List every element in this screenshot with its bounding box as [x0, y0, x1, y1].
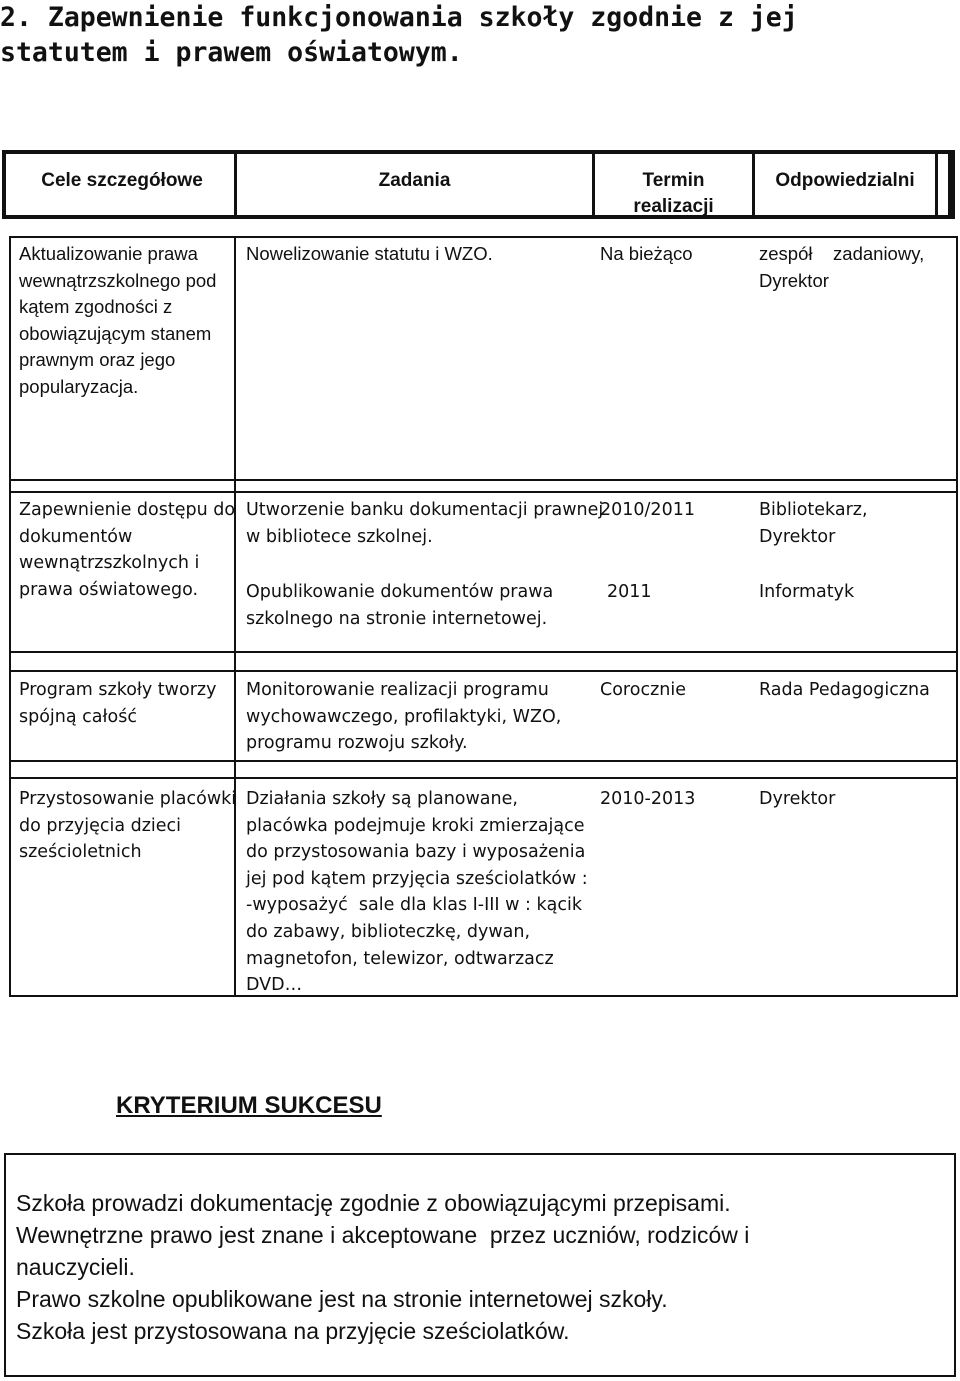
kryterium-text: Szkoła prowadzi dokumentację zgodnie z obowiązującymi przepisami. Wewnętrzne prawo jest znane i akceptowane przez uczniów, rodziców i nauczycieli. Prawo szkolne opublikowane jest na stronie internetowej szkoły. Szkoła jest przystosowana na przyjęcie sześciolatków. [16, 1190, 750, 1344]
row3-cel: Program szkoły tworzy spójną całość [19, 680, 217, 727]
table-rule [9, 491, 958, 493]
row1-cel: Aktualizowanie prawa wewnątrzszkolnego pod kątem zgodności z obowiązującym stanem prawnym oraz jego popularyzacja. [19, 243, 217, 397]
row2-odpowiedzialni: Bibliotekarz, Dyrektor [759, 500, 868, 547]
row2-zadania: Utworzenie banku dokumentacji prawnej w bibliotece szkolnej. [246, 500, 604, 547]
table-rule [9, 236, 958, 238]
row1-termin: Na bieżąco [600, 243, 693, 264]
row4-zadania: Działania szkoły są planowane, placówka podejmuje kroki zmierzające do przystosowania bazy i wyposażenia jej pod kątem przyjęcia sześciolatków : -wyposażyć sale dla klas I-III w : kącik do zabawy, biblioteczkę, dywan, magnetofon, telewizor, odtwarzacz DVD… [246, 789, 588, 996]
kryterium-heading: KRYTERIUM SUKCESU [116, 1092, 382, 1119]
table-rule [9, 479, 958, 481]
table-rule [234, 236, 236, 997]
row2-odpowiedzialni-2: Informatyk [759, 582, 855, 602]
row2-termin: 2010/2011 [600, 500, 695, 520]
table-rule [9, 651, 958, 653]
row4-odpowiedzialni: Dyrektor [759, 789, 836, 809]
row2-cel: Zapewnienie dostępu do dokumentów wewnątrzszkolnych i prawa oświatowego. [19, 500, 236, 600]
row1-zadania: Nowelizowanie statutu i WZO. [246, 243, 493, 264]
header-termin: Termin realizacji [633, 170, 714, 217]
header-zadania: Zadania [378, 170, 451, 191]
row3-zadania: Monitorowanie realizacji programu wychowawczego, profilaktyki, WZO, programu rozwoju szkoły. [246, 680, 562, 754]
row4-termin: 2010-2013 [600, 789, 696, 809]
table-rule [9, 760, 958, 762]
row2-zadania-2: Opublikowanie dokumentów prawa szkolnego na stronie internetowej. [246, 582, 554, 629]
header-cele: Cele szczegółowe [41, 170, 203, 191]
table-rule [9, 777, 958, 779]
table-rule [956, 236, 958, 997]
row4-cel: Przystosowanie placówki do przyjęcia dzieci sześcioletnich [19, 789, 237, 863]
page-title: 2. Zapewnienie funkcjonowania szkoły zgodnie z jej statutem i prawem oświatowym. [0, 2, 798, 68]
table-rule [9, 236, 11, 997]
table-rule [9, 670, 958, 672]
row3-termin: Corocznie [600, 680, 686, 700]
header-divider [935, 150, 938, 219]
header-odpowiedzialni: Odpowiedzialni [775, 170, 915, 191]
row1-odpowiedzialni: zespół zadaniowy, Dyrektor [759, 243, 925, 291]
row3-odpowiedzialni: Rada Pedagogiczna [759, 680, 930, 700]
row2-termin-2: 2011 [607, 582, 652, 602]
